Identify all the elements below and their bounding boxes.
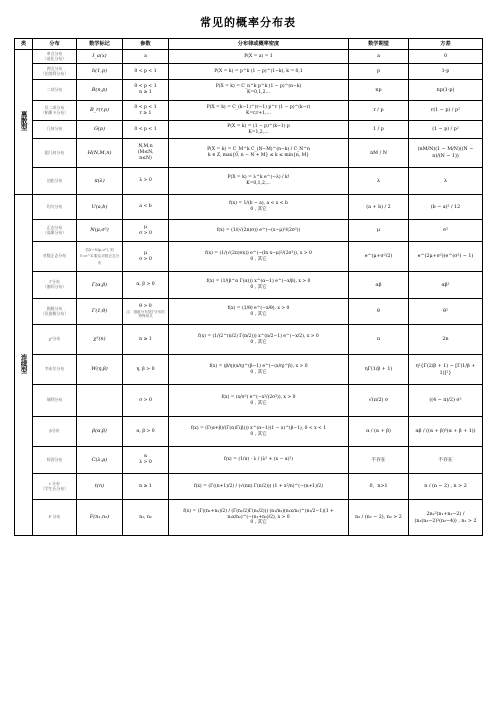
distribution-name: χ²分布	[48, 336, 61, 342]
cell-notation	[77, 299, 123, 325]
parameter-line: r ≥ 1	[139, 110, 152, 116]
cell-formula	[169, 242, 349, 272]
table-row	[15, 325, 483, 355]
cell-variance	[409, 242, 483, 272]
cell-variance	[409, 139, 483, 168]
mean-value: ηΓ(1/β + 1)	[364, 367, 393, 372]
distribution-name: 对数正态分布	[42, 253, 67, 259]
cell-distribution	[33, 299, 77, 325]
formula-line: P(X = k) = C_(k−1)^(r−1) p^r (1 − p)^(k−r)	[206, 104, 311, 110]
cell-distribution	[33, 242, 77, 272]
cell-distribution	[33, 168, 77, 195]
cell-mean	[349, 242, 409, 272]
cell-distribution	[33, 80, 77, 101]
cell-notation	[77, 220, 123, 242]
parameter-note: 注：指数分布是Γ分布的特殊形式	[126, 309, 165, 319]
distribution-name: 几何分布	[46, 126, 63, 132]
mean-value: n₂ / (n₂ − 2), n₂ > 2	[355, 515, 402, 520]
cell-parameters	[123, 220, 169, 242]
cell-distribution	[33, 139, 77, 168]
distribution-name: 柯西分布	[46, 456, 63, 462]
parameter-line: n ≥ 1	[139, 336, 152, 342]
distribution-name: 单点分布	[46, 50, 63, 56]
cell-formula	[169, 355, 349, 385]
distribution-name: 负二项分布	[44, 104, 65, 110]
formula-line: K=r,r+1,…	[246, 110, 271, 116]
cell-formula	[169, 385, 349, 417]
cell-parameters	[123, 417, 169, 447]
formula-line: K=0,1,2…	[246, 90, 271, 95]
cell-parameters	[123, 500, 169, 536]
mean-value: μ	[376, 228, 381, 233]
cell-mean	[349, 121, 409, 139]
header-distribution: 分布	[33, 39, 77, 50]
cell-formula	[169, 121, 349, 139]
cell-variance	[409, 168, 483, 195]
cell-formula	[169, 139, 349, 168]
table-row	[15, 272, 483, 299]
table-row	[15, 474, 483, 500]
cell-variance	[409, 355, 483, 385]
notation-text: U(a,b)	[91, 203, 108, 210]
formula-line: 0 , 其它	[250, 520, 267, 526]
cell-formula	[169, 101, 349, 121]
cell-notation	[77, 500, 123, 536]
formula-line: P(X = a) = 1	[244, 53, 273, 59]
header-parameters: 参数	[123, 39, 169, 50]
formula-line: f(x) = (1/(√(2π)σx)) e^(−(ln x−μ)²/(2σ²)), x > 0	[205, 250, 312, 256]
formula-line: f(x) = (Γ((n₁+n₂)/2) / (Γ(n₁/2)Γ(n₂/2))) (n₁/n₂)(n₁x/n₂)^(n₁/2−1)(1 + n₁x/n₂)^(−(n₁+n₂)/2), x > 0	[183, 509, 334, 520]
cell-distribution	[33, 355, 77, 385]
cell-formula	[169, 220, 349, 242]
distribution-alias: （退化分布）	[42, 55, 67, 61]
parameter-line: α, β > 0	[136, 282, 155, 288]
cell-mean	[349, 299, 409, 325]
table-body	[15, 50, 483, 536]
formula-line: 0 , 其它	[250, 311, 267, 317]
cell-variance	[409, 272, 483, 299]
cell-notation	[77, 139, 123, 168]
table-row	[15, 242, 483, 272]
formula-line: k ∈ Z, max{0, n − N + M} ≤ k ≤ min{n, M}	[207, 153, 310, 158]
category-continuous	[15, 195, 33, 536]
table-row	[15, 121, 483, 139]
category-label: 连续型	[19, 354, 28, 374]
formula-line: 0 , 其它	[250, 256, 267, 262]
cell-parameters	[123, 168, 169, 195]
cell-notation	[77, 272, 123, 299]
mean-value: 1 / p	[373, 127, 384, 132]
distribution-name: 韦布尔分布	[44, 366, 65, 372]
cell-parameters	[123, 121, 169, 139]
cell-mean	[349, 220, 409, 242]
parameter-line: a < b	[139, 204, 152, 210]
variance-value: n / (n − 2) , n > 2	[424, 484, 467, 489]
cell-variance	[409, 500, 483, 536]
notation-text: B_r(r,p)	[89, 107, 110, 114]
mean-value: n	[376, 337, 381, 342]
variance-value: (1 − p) / p²	[432, 127, 459, 132]
cell-mean	[349, 195, 409, 220]
cell-distribution	[33, 50, 77, 64]
cell-variance	[409, 474, 483, 500]
cell-notation	[77, 385, 123, 417]
cell-formula	[169, 417, 349, 447]
cell-variance	[409, 417, 483, 447]
category-discrete	[15, 50, 33, 195]
cell-variance	[409, 195, 483, 220]
parameter-line: n ≥ 1	[139, 90, 152, 95]
distribution-name: 均匀分布	[46, 203, 63, 209]
notation-text: N(μ,σ²)	[90, 227, 109, 234]
distribution-name: t 分布	[49, 480, 60, 486]
cell-mean	[349, 64, 409, 80]
parameter-line: (M≤N,	[137, 150, 154, 156]
header-variance: 方差	[409, 39, 483, 50]
table-row	[15, 385, 483, 417]
parameter-line: 0 < p < 1	[134, 126, 157, 132]
header-mean: 数学期望	[349, 39, 409, 50]
distribution-name: 超几何分布	[44, 149, 65, 155]
formula-line: 0 , 其它	[250, 285, 267, 290]
notation-text: π(λ)	[94, 177, 105, 184]
formula-line: f(x) = (Γ((n+1)/2) / (√(nπ) Γ(n/2))) (1 + x²/n)^(−(n+1)/2)	[193, 483, 324, 489]
cell-mean	[349, 355, 409, 385]
cell-variance	[409, 80, 483, 101]
mean-value: np	[375, 87, 382, 93]
distribution-alias: （伽玛分布）	[42, 284, 67, 289]
variance-value: 不存在	[438, 457, 453, 463]
formula-line: 0 , 其它	[250, 431, 267, 437]
header-row	[15, 39, 483, 50]
cell-variance	[409, 447, 483, 474]
formula-line: P(X = k) = C_n^k p^k (1 − p)^(n−k)	[215, 84, 302, 90]
formula-line: P(X = k) = λ^k e^(−λ) / k!	[227, 175, 290, 181]
cell-notation	[77, 242, 123, 272]
cell-variance	[409, 101, 483, 121]
cell-mean	[349, 101, 409, 121]
cell-notation	[77, 325, 123, 355]
mean-value: √(π/2) σ	[368, 398, 389, 403]
table-row	[15, 220, 483, 242]
cell-distribution	[33, 64, 77, 80]
table-row	[15, 50, 483, 64]
formula-line: f(x) = (1/(√(2π)σ)) e^(−(x−μ)²/(2σ²))	[216, 227, 301, 233]
cell-parameters	[123, 355, 169, 385]
parameter-line: η, β > 0	[136, 366, 155, 372]
parameter-line: n₁, n₂	[139, 514, 152, 520]
mean-value: 0，n>1	[369, 484, 388, 489]
mean-value: a	[377, 54, 380, 59]
formula-line: f(x) = (1/θ) e^(−x/θ), x > 0	[227, 305, 290, 311]
distribution-name: F 分布	[48, 514, 61, 520]
cell-formula	[169, 80, 349, 101]
notation-text: Γ(α,β)	[91, 281, 108, 288]
cell-parameters	[123, 325, 169, 355]
cell-parameters	[123, 385, 169, 417]
mean-value: αβ	[375, 282, 382, 288]
cell-mean	[349, 80, 409, 101]
mean-value: e^(μ+σ²/2)	[364, 254, 393, 259]
mean-value: p	[376, 69, 381, 74]
cell-variance	[409, 299, 483, 325]
cell-variance	[409, 385, 483, 417]
cell-parameters	[123, 139, 169, 168]
table-row	[15, 299, 483, 325]
variance-value: 1-p	[441, 69, 450, 74]
parameter-line: N,M,n	[138, 144, 153, 150]
notation-text: B(n,p)	[91, 86, 108, 93]
cell-formula	[169, 64, 349, 80]
formula-line: P(X = k) = C_M^k C_(N−M)^(n−k) / C_N^n	[207, 147, 310, 153]
mean-value: α / (α + β)	[366, 429, 391, 434]
distribution-name: 正态分布	[46, 224, 63, 230]
cell-distribution	[33, 220, 77, 242]
cell-formula	[169, 500, 349, 536]
distribution-name: 二项分布	[46, 86, 63, 92]
mean-value: λ	[376, 178, 381, 184]
formula-line: 0 , 其它	[250, 369, 267, 375]
parameter-line: a	[144, 53, 147, 59]
notation-text: C(λ,μ)	[91, 456, 108, 463]
notation-text: I_a(x)	[92, 53, 107, 60]
cell-distribution	[33, 417, 77, 447]
variance-value: (b − a)² / 12	[430, 204, 461, 210]
cell-parameters	[123, 299, 169, 325]
header-formula: 分布律或概率密度	[169, 39, 349, 50]
formula-line: 0 , 其它	[250, 339, 267, 345]
mean-value: (a + b) / 2	[366, 204, 391, 210]
variance-value: 0	[443, 54, 448, 59]
cell-notation	[77, 101, 123, 121]
notation-text: t(n)	[94, 483, 105, 490]
cell-parameters	[123, 101, 169, 121]
cell-distribution	[33, 500, 77, 536]
parameter-line: μ	[144, 224, 147, 230]
parameter-line: σ > 0	[139, 397, 152, 403]
cell-notation	[77, 50, 123, 64]
parameter-line: α, β > 0	[136, 428, 155, 434]
formula-line: f(x) = (Γ(α+β)/(Γ(α)Γ(β))) x^(α−1)(1 − x)^(β−1), 0 < x < 1	[190, 425, 327, 431]
parameter-line: λ > 0	[139, 178, 152, 184]
formula-line: f(x) = (1/π) · λ / (λ² + (x − α)²)	[223, 457, 294, 463]
table-row	[15, 500, 483, 536]
cell-formula	[169, 325, 349, 355]
cell-parameters	[123, 242, 169, 272]
variance-value: σ²	[442, 228, 449, 233]
table-row	[15, 355, 483, 385]
cell-mean	[349, 325, 409, 355]
cell-notation	[77, 417, 123, 447]
notation-text: b(1,p)	[91, 68, 108, 75]
distribution-table	[14, 38, 483, 536]
distribution-name: 泊松分布	[46, 177, 63, 183]
cell-distribution	[33, 447, 77, 474]
notation-text: G(p)	[93, 126, 106, 133]
distribution-name: β分布	[49, 428, 60, 434]
distribution-alias: （学生氏分布）	[40, 485, 69, 491]
cell-mean	[349, 447, 409, 474]
header-category: 类	[15, 39, 33, 50]
cell-distribution	[33, 121, 77, 139]
table-row	[15, 139, 483, 168]
variance-value: η²{Γ(2/β + 1) − [Γ(1/β + 1)]²}	[415, 363, 476, 376]
formula-line: f(x) = (1/(2^(n/2) Γ(n/2))) x^(n/2−1) e^(−x/2), x > 0	[198, 333, 319, 339]
variance-value: (nM/N)(1 − M/N)((N − n)/(N − 1))	[417, 147, 474, 159]
parameter-line: n ≥ 1	[139, 483, 152, 489]
cell-notation	[77, 447, 123, 474]
table-row	[15, 80, 483, 101]
cell-mean	[349, 474, 409, 500]
notation-text: Γ(1,θ)	[91, 308, 108, 315]
notation-text: χ²(n)	[93, 336, 106, 343]
parameter-line: σ > 0	[139, 230, 152, 236]
mean-value: 不存在	[371, 457, 386, 463]
formula-line: P(X = k) = (1 − p)^(k−1) p	[227, 123, 290, 129]
cell-distribution	[33, 272, 77, 299]
cell-variance	[409, 121, 483, 139]
notation-text: F(n₁,n₂)	[89, 514, 110, 521]
cell-formula	[169, 195, 349, 220]
formula-line: 0 , 其它	[250, 207, 267, 212]
formula-line: K=0,1,2,…	[246, 181, 271, 186]
cell-distribution	[33, 195, 77, 220]
variance-value: e^(2μ+σ²)(e^(σ²) − 1)	[417, 254, 474, 259]
cell-notation	[77, 474, 123, 500]
cell-mean	[349, 500, 409, 536]
cell-distribution	[33, 101, 77, 121]
parameter-line: 0 < p < 1	[134, 84, 157, 90]
parameter-line: 0 < p < 1	[134, 68, 157, 74]
formula-line: f(x) = (x/σ²) e^(−x²/(2σ²)), x > 0	[221, 394, 296, 400]
notation-text: H(N,M,n)	[87, 149, 112, 156]
header-notation: 数学标记	[77, 39, 123, 50]
cell-formula	[169, 272, 349, 299]
distribution-name: 瑞利分布	[46, 397, 63, 403]
cell-distribution	[33, 325, 77, 355]
variance-value: αβ / ((α + β)²(α + β + 1))	[415, 429, 476, 434]
cell-parameters	[123, 64, 169, 80]
formula-line: f(x) = (1/(β^α Γ(α))) x^(α−1) e^(−x/β), x > 0	[206, 279, 311, 285]
notation-text: β(α,β)	[92, 428, 107, 435]
cell-parameters	[123, 447, 169, 474]
page-title: 常见的概率分布表	[200, 16, 296, 29]
table-row	[15, 64, 483, 80]
cell-variance	[409, 64, 483, 80]
cell-notation	[77, 355, 123, 385]
table-row	[15, 447, 483, 474]
cell-mean	[349, 50, 409, 64]
cell-variance	[409, 325, 483, 355]
mean-value: nM / N	[370, 150, 387, 156]
cell-notation	[77, 64, 123, 80]
formula-line: 0 , 其它	[250, 400, 267, 406]
cell-variance	[409, 50, 483, 64]
formula-line: f(x) = (β/η)(x/η)^(β−1) e^(−(x/η)^β), x > 0	[209, 363, 308, 369]
formula-line: f(x) = 1/(b − a), a < x < b	[229, 201, 288, 207]
category-label: 离散型	[19, 111, 28, 131]
cell-formula	[169, 50, 349, 64]
variance-value: ((4 − π)/2) σ²	[429, 398, 462, 403]
mean-value: r / p	[373, 108, 384, 113]
variance-value: λ	[443, 178, 448, 184]
distribution-alias: （高斯分布）	[42, 229, 67, 235]
variance-value: θ²	[443, 309, 448, 314]
cell-notation	[77, 80, 123, 101]
parameter-line: σ > 0	[139, 256, 152, 262]
cell-formula	[169, 299, 349, 325]
parameter-line: μ	[144, 250, 147, 256]
cell-variance	[409, 220, 483, 242]
notation-text: 若X~N(μ,σ²), 则Y=e^X 服从对数正态分布	[79, 248, 120, 265]
cell-distribution	[33, 385, 77, 417]
cell-formula	[169, 447, 349, 474]
parameter-line: θ > 0	[139, 304, 152, 310]
cell-parameters	[123, 80, 169, 101]
variance-value: 2n₂²(n₁+n₂−2) / (n₁(n₂−2)²(n₂−4)) , n₂ > 2	[414, 511, 477, 524]
variance-value: r(1 − p) / p²	[431, 108, 460, 113]
cell-formula	[169, 168, 349, 195]
cell-notation	[77, 195, 123, 220]
parameter-line: λ > 0	[139, 460, 152, 465]
cell-mean	[349, 139, 409, 168]
table-row	[15, 168, 483, 195]
formula-line: P(X = k) = p^k (1 − p)^(1−k), k = 0,1	[214, 68, 303, 74]
table-row	[15, 101, 483, 121]
mean-value: θ	[377, 309, 380, 314]
distribution-alias: （伯努利分布）	[40, 70, 69, 76]
distribution-name: 两点分布	[46, 65, 63, 71]
cell-parameters	[123, 272, 169, 299]
parameter-line: n≤N)	[139, 155, 152, 161]
distribution-name: 指数分布	[46, 305, 63, 311]
cell-distribution	[33, 474, 77, 500]
table-row	[15, 195, 483, 220]
cell-mean	[349, 272, 409, 299]
cell-parameters	[123, 474, 169, 500]
parameter-line: α	[143, 454, 148, 460]
cell-mean	[349, 385, 409, 417]
parameter-line: 0 < p < 1	[134, 104, 157, 110]
variance-value: 2n	[442, 337, 449, 342]
cell-parameters	[123, 195, 169, 220]
distribution-alias: （负指数分布）	[40, 310, 69, 316]
cell-formula	[169, 474, 349, 500]
cell-parameters	[123, 50, 169, 64]
variance-value: np(1-p)	[436, 87, 455, 93]
notation-text: W(η,β)	[91, 366, 108, 373]
cell-mean	[349, 168, 409, 195]
distribution-alias: （帕斯卡分布）	[40, 109, 69, 115]
table-row	[15, 417, 483, 447]
formula-line: K=1,2,…	[248, 129, 269, 135]
distribution-name: Γ分布	[49, 279, 60, 285]
cell-notation	[77, 168, 123, 195]
variance-value: αβ²	[441, 282, 450, 288]
cell-mean	[349, 417, 409, 447]
cell-notation	[77, 121, 123, 139]
